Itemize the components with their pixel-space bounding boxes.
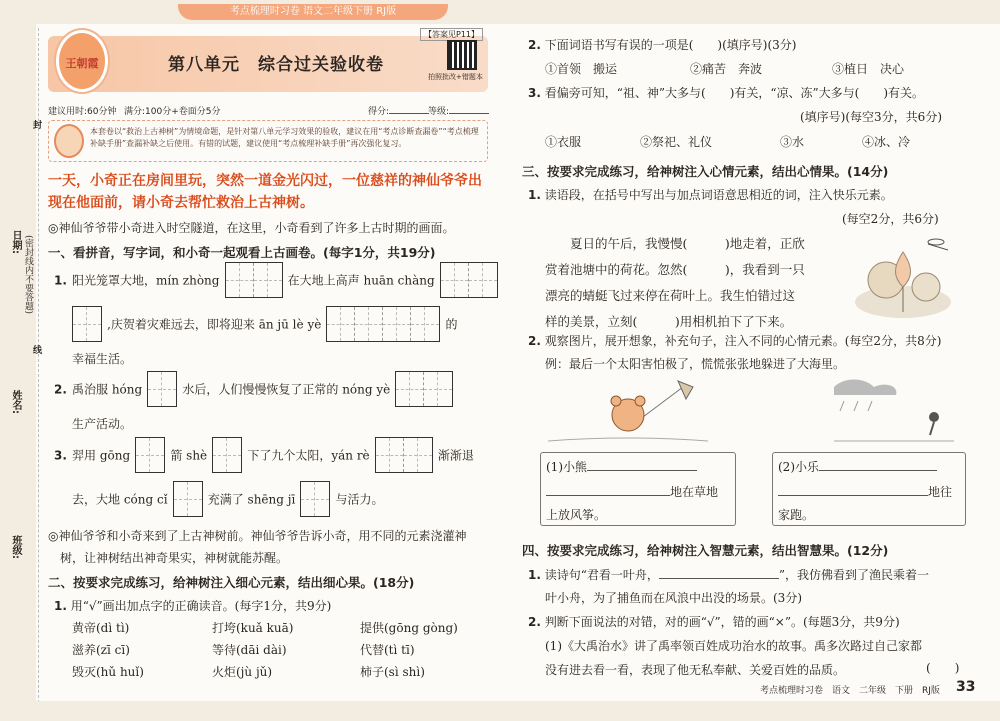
teacher-face-icon <box>54 124 84 158</box>
r-q3-note: (填序号)(每空3分，共6分) <box>800 110 942 124</box>
r-q2-opt1[interactable]: ①首领 搬运 <box>545 62 618 76</box>
box1-line2: 地在草地 <box>546 483 718 500</box>
tree-intro: ◎神仙爷爷和小奇来到了上古神树前。神仙爷爷告诉小奇，用不同的元素浇灌神 <box>48 529 467 543</box>
box2-line2: 地往 <box>778 483 952 500</box>
answer-reference: 【答案见P11】 <box>420 28 483 41</box>
q1-line1: 1. 阳光笼罩大地，mín zhòng 在大地上高声 huān chàng <box>54 262 498 298</box>
pinyin-row-2[interactable]: 滋养(zī cī) <box>72 643 130 657</box>
s3q1-score: (每空2分，共6分) <box>842 212 939 226</box>
story-intro: 一天，小奇正在房间里玩，突然一道金光闪过，一位慈祥的神仙爷爷出现在他面前，请小奇去帮忙救治上古神树。 <box>48 173 482 211</box>
class-label: 班级: <box>10 535 21 559</box>
section-3-heading: 三、按要求完成练习，给神树注入心情元素，结出心情果。(14分) <box>522 164 889 179</box>
answer-grid[interactable] <box>173 481 203 517</box>
r-q2-opt2[interactable]: ②痛苦 奔波 <box>690 62 763 76</box>
seal-line <box>38 28 39 718</box>
usage-note: 本套卷以“救治上古神树”为情境命题，是针对第八单元学习效果的验收，建议在用“考点诊断查漏卷”“考点梳理补缺手册”查漏补缺之后使用。有错的试题，建议使用“考点梳理补缺手册”再次强化复习。 <box>90 127 479 148</box>
passage-line-1: 夏日的午后，我慢慢( )地走着，正欣 <box>570 236 805 251</box>
s3q2: 2. 观察图片，展开想象，补充句子，注入不同的心情元素。(每空2分，共8分) <box>528 334 942 348</box>
full-score: 满分:100分+卷面分5分 <box>124 107 221 117</box>
s3q1: 1. 读语段，在括号中写出与加点词语意思相近的词，注入快乐元素。 <box>528 188 893 202</box>
r-q2-opt3[interactable]: ③植日 决心 <box>832 62 905 76</box>
margin-note: (密封线内不要答题) <box>23 235 33 315</box>
pinyin-row-2[interactable]: 等待(dāi dài) <box>212 643 287 657</box>
answer-grid[interactable] <box>300 481 330 517</box>
logo: 王朝霞 <box>56 30 108 92</box>
s3q2-example: 例：最后一个太阳害怕极了，慌慌张张地躲进了大海里。 <box>545 357 846 371</box>
r-q3-opt1[interactable]: ①衣服 <box>545 135 582 149</box>
top-banner: 考点梳理时习卷 语文二年级下册 RJ版 <box>178 4 448 20</box>
answer-grid[interactable] <box>135 437 165 473</box>
judge-paren[interactable]: ( ) <box>926 661 960 675</box>
top-bar <box>0 0 1000 24</box>
s4q1: 1. 读诗句“君看一叶舟， ”，我仿佛看到了渔民乘着一 <box>528 568 930 582</box>
date-label: 日期: <box>10 230 21 254</box>
page-number: 33 <box>956 679 976 695</box>
qr-code[interactable] <box>447 40 477 70</box>
passage-line-3: 漂亮的蜻蜓飞过来停在荷叶上。我生怕错过这 <box>545 288 796 303</box>
footer-text: 考点梳理时习卷 语文 二年级 下册 RJ版 <box>760 686 940 696</box>
q2-line1: 2. 禹治服 hóng 水后，人们慢慢恢复了正常的 nóng yè <box>54 371 453 407</box>
s2q1: 1. 用“√”画出加点字的正确读音。(每字1分，共9分) <box>54 599 332 613</box>
box1-line1: (1)小熊 <box>546 458 697 475</box>
r-q3-opt2[interactable]: ②祭祀、礼仪 <box>640 135 713 149</box>
pinyin-row-1[interactable]: 打垮(kuǎ kuā) <box>212 621 294 635</box>
q3-line2: 去，大地 cóng cǐ 充满了 shēng jī 与活力。 <box>72 481 384 517</box>
box1-line3: 上放风筝。 <box>546 508 607 522</box>
section-1-heading: 一、看拼音，写字词，和小奇一起观看上古画卷。(每字1分，共19分) <box>48 245 436 260</box>
suggested-time: 建议用时:60分钟 <box>48 107 117 117</box>
r-q3-opt4[interactable]: ④冰、冷 <box>862 135 911 149</box>
q1-line2: ,庆贺着灾难远去，即将迎来 ān jū lè yè 的 <box>72 306 458 342</box>
answer-grid[interactable] <box>440 262 498 298</box>
q1-line3: 幸福生活。 <box>72 352 133 366</box>
bear-kite-icon <box>548 377 708 447</box>
box2-line3: 家跑。 <box>778 508 815 522</box>
s4q2: 2. 判断下面说法的对错，对的画“√”，错的画“×”。(每题3分，共9分) <box>528 615 900 629</box>
page-title: 第八单元 综合过关验收卷 <box>168 55 384 75</box>
answer-grid[interactable] <box>147 371 177 407</box>
tree-intro-2: 树，让神树结出神奇果实，神树就能苏醒。 <box>60 551 289 565</box>
r-q2: 2. 下面词语书写有误的一项是( )(填序号)(3分) <box>528 38 797 52</box>
seal-char-2: 线 <box>31 345 41 354</box>
section-4-heading: 四、按要求完成练习，给神树注入智慧元素，结出智慧果。(12分) <box>522 543 889 558</box>
lotus-dragonfly-icon <box>848 232 958 322</box>
section-2-heading: 二、按要求完成练习，给神树注入细心元素，结出细心果。(18分) <box>48 575 415 590</box>
scene-intro: ◎神仙爷爷带小奇进入时空隧道，在这里，小奇看到了许多上古时期的画面。 <box>48 221 455 235</box>
passage-line-4: 样的美景，立刻( )用相机拍下了下来。 <box>545 314 793 329</box>
grade-field[interactable]: 等级: <box>428 104 489 117</box>
s4q2-item1-cont: 没有进去看一看，表现了他无私奉献、关爱百姓的品质。 <box>545 663 846 677</box>
s4q1-cont: 叶小舟，为了捕鱼而在风浪中出没的场景。(3分) <box>545 591 802 605</box>
answer-grid[interactable] <box>72 306 102 342</box>
q2-line2: 生产活动。 <box>72 417 133 431</box>
seal-char-1: 封 <box>31 120 41 129</box>
pinyin-row-1[interactable]: 提供(gōng gòng) <box>360 621 458 635</box>
bottom-bar <box>0 701 1000 721</box>
s4q2-item1: (1)《大禹治水》讲了禹率领百姓成功治水的故事。禹多次路过自己家都 <box>545 639 923 653</box>
r-q3-opt3[interactable]: ③水 <box>780 135 805 149</box>
box2-line1: (2)小乐 <box>778 458 937 475</box>
answer-grid[interactable] <box>395 371 453 407</box>
passage-line-2: 赏着池塘中的荷花。忽然( )，我看到一只 <box>545 262 805 277</box>
rain-runner-icon <box>824 377 964 447</box>
pinyin-row-1[interactable]: 黄帝(dì tì) <box>72 621 130 635</box>
answer-grid[interactable] <box>225 262 283 298</box>
score-field[interactable]: 得分: <box>368 104 429 117</box>
pinyin-row-3[interactable]: 火炬(jù jǔ) <box>212 665 273 679</box>
pinyin-row-3[interactable]: 柿子(sì shì) <box>360 665 425 679</box>
pinyin-row-3[interactable]: 毁灭(hǔ huǐ) <box>72 665 144 679</box>
answer-grid[interactable] <box>326 306 440 342</box>
r-q3: 3. 看偏旁可知，“祖、神”大多与( )有关，“凉、冻”大多与( )有关。 <box>528 86 925 100</box>
name-label: 姓名: <box>10 390 21 414</box>
answer-grid[interactable] <box>375 437 433 473</box>
qr-caption: 拍照批改+错题本 <box>428 73 483 81</box>
answer-grid[interactable] <box>212 437 242 473</box>
q3-line1: 3. 羿用 gōng 箭 shè 下了九个太阳，yán rè 渐渐退 <box>54 437 474 473</box>
pinyin-row-2[interactable]: 代替(tì tī) <box>360 643 415 657</box>
